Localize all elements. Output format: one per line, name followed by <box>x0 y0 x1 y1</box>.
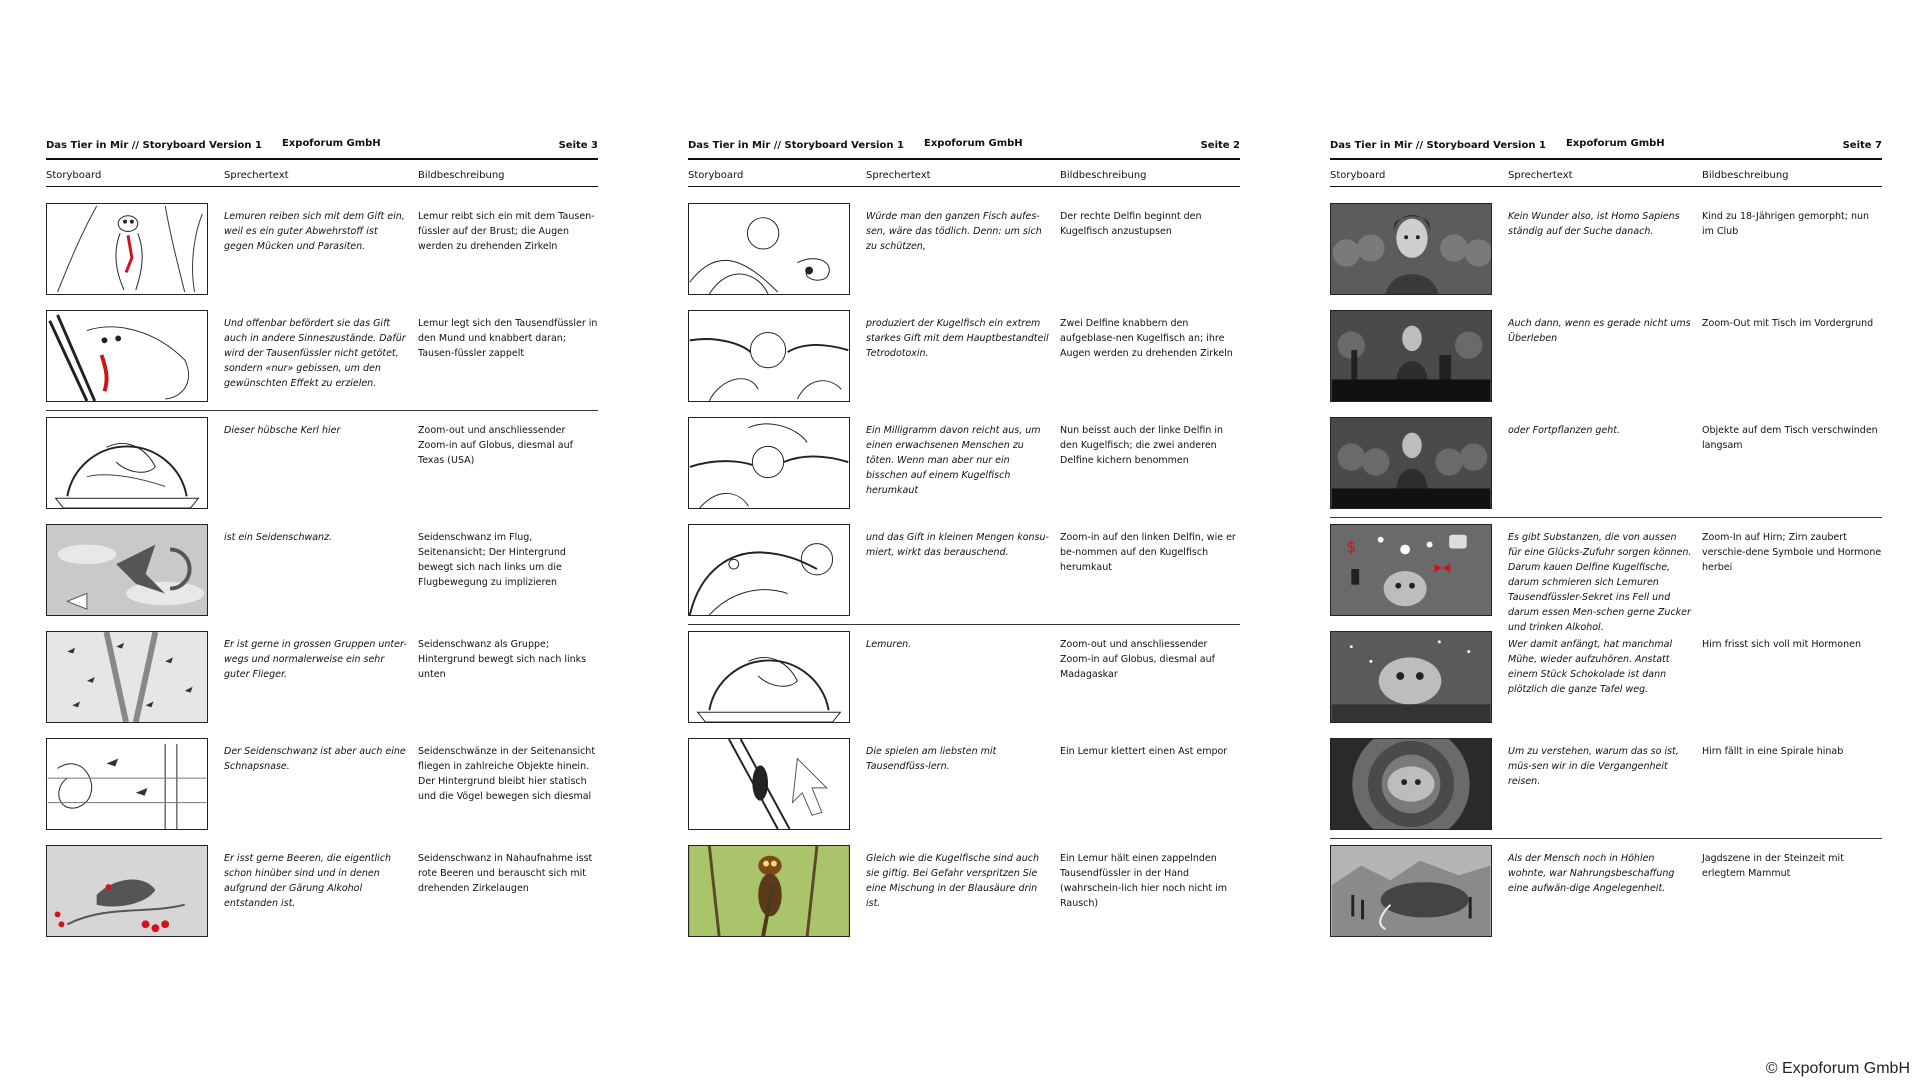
storyboard-frame-brain-eating <box>1330 631 1492 723</box>
storyboard-frame-dolphins-dazed <box>688 417 850 509</box>
column-headers <box>1330 160 1882 187</box>
image-description: Jagdszene in der Steinzeit mit erlegtem Mammut <box>1702 853 1844 879</box>
storyboard-frame-club-portrait <box>1330 203 1492 295</box>
storyboard-row <box>1330 631 1882 723</box>
storyboard-row <box>46 631 598 723</box>
image-description: Zoom-out und anschliessender Zoom-in auf Globus, diesmal auf Texas (USA) <box>418 425 573 466</box>
col-head-speech: Sprechertext <box>1508 170 1573 181</box>
page-number: Seite 3 <box>558 139 598 151</box>
col-head-speech: Sprechertext <box>224 170 289 181</box>
speech-text: Wer damit anfängt, hat manchmal Mühe, wieder aufzuhören. Anstatt einem Stück Schokolade ist dann plötzlich die ganze Tafel weg. <box>1508 639 1673 695</box>
speech-text: und das Gift in kleinen Mengen konsu-miert, wirkt das berauschend. <box>866 532 1049 558</box>
storyboard-row <box>46 845 598 937</box>
storyboard-row <box>688 738 1240 830</box>
speech-text: oder Fortpflanzen geht. <box>1508 425 1621 436</box>
image-description: Nun beisst auch der linke Delfin in den Kugelfisch; die zwei anderen Delfine kichern benommen <box>1060 425 1224 466</box>
speech-text: Lemuren reiben sich mit dem Gift ein, weil es ein guter Abwehrstoff ist gegen Mücken und Parasiten. <box>224 211 405 252</box>
storyboard-frame-waxwing-flock <box>46 631 208 723</box>
image-description: Der rechte Delfin beginnt den Kugelfisch anzustupsen <box>1060 211 1202 237</box>
storyboard-frame-waxwing-crash <box>46 738 208 830</box>
image-description: Hirn fällt in eine Spirale hinab <box>1702 746 1844 757</box>
image-description: Zoom-out und anschliessender Zoom-in auf Globus, diesmal auf Madagaskar <box>1060 639 1215 680</box>
image-description: Seidenschwanz als Gruppe; Hintergrund bewegt sich nach links unten <box>418 639 587 680</box>
storyboard-row <box>1330 738 1882 830</box>
image-description: Zoom-In auf Hirn; Zirn zaubert verschie-dene Symbole und Hormone herbei <box>1702 532 1882 573</box>
col-head-storyboard: Storyboard <box>688 170 744 181</box>
storyboard-row <box>688 845 1240 937</box>
speech-text: Kein Wunder also, ist Homo Sapiens ständig auf der Suche danach. <box>1508 211 1680 237</box>
company-name: Expoforum GmbH <box>1566 138 1665 149</box>
column-headers <box>46 160 598 187</box>
image-description: Lemur reibt sich ein mit dem Tausen-füssler auf der Brust; die Augen werden zu drehenden Zirkeln <box>418 211 595 252</box>
storyboard-rows <box>688 203 1240 937</box>
storyboard-row <box>688 524 1240 616</box>
storyboard-rows <box>46 203 598 937</box>
col-head-description: Bildbeschreibung <box>1060 170 1147 181</box>
column-headers <box>688 160 1240 187</box>
speech-text: Ein Milligramm davon reicht aus, um einen erwachsenen Menschen zu töten. Wenn man aber nur ein bisschen auf einem Kugelfisch herumkaut <box>866 425 1041 496</box>
col-head-storyboard: Storyboard <box>1330 170 1386 181</box>
storyboard-page-2 <box>688 138 1240 952</box>
storyboard-frame-lemur-rubbing <box>46 203 208 295</box>
page-header <box>1330 138 1882 160</box>
speech-text: Gleich wie die Kugelfische sind auch sie giftig. Bei Gefahr verspritzen Sie eine Mischung in der Blausäure drin ist. <box>866 853 1040 909</box>
col-head-speech: Sprechertext <box>866 170 931 181</box>
storyboard-frame-lemur-climbing <box>688 738 850 830</box>
page-number: Seite 7 <box>1842 139 1882 151</box>
image-description: Seidenschwanz in Nahaufnahme isst rote Beeren und berauscht sich mit drehenden Zirkelaugen <box>418 853 593 894</box>
image-description: Seidenschwänze in der Seitenansicht fliegen in zahlreiche Objekte hinein. Der Hintergrund bleibt hier statisch und die Vögel bewegen sich diesmal <box>418 746 596 802</box>
page-header <box>46 138 598 160</box>
storyboard-row <box>1330 417 1882 509</box>
image-description: Zoom-in auf den linken Delfin, wie er be-nommen auf den Kugelfisch herumkaut <box>1060 532 1236 573</box>
svg-text:$: $ <box>1346 537 1357 557</box>
storyboard-row <box>1330 203 1882 295</box>
image-description: Hirn frisst sich voll mit Hormonen <box>1702 639 1861 650</box>
storyboard-row <box>688 310 1240 402</box>
speech-text: Dieser hübsche Kerl hier <box>224 425 341 436</box>
storyboard-row <box>1330 310 1882 402</box>
col-head-description: Bildbeschreibung <box>1702 170 1789 181</box>
storyboard-frame-waxwing-flight <box>46 524 208 616</box>
speech-text: Auch dann, wenn es gerade nicht ums Überleben <box>1508 318 1691 344</box>
storyboard-frame-dolphins-nibble <box>688 310 850 402</box>
speech-text: Und offenbar befördert sie das Gift auch in andere Sinneszustände. Dafür wird der Tausenfüssler nicht getötet, sondern «nur» gebissen, um den gewünschten Effekt zu erzielen. <box>224 318 406 389</box>
image-description: Ein Lemur klettert einen Ast empor <box>1060 746 1228 757</box>
storyboard-page-1 <box>46 138 598 952</box>
storyboard-row <box>1330 845 1882 937</box>
storyboard-frame-globe <box>46 417 208 509</box>
storyboard-frame-brain-spiral <box>1330 738 1492 830</box>
storyboard-rows <box>1330 203 1882 937</box>
storyboard-frame-stone-age-hunt <box>1330 845 1492 937</box>
page-header <box>688 138 1240 160</box>
page-title: Das Tier in Mir // Storyboard Version 1 <box>46 139 262 151</box>
storyboard-frame-dolphin-nudge <box>688 203 850 295</box>
storyboard-frame-lemur-biting <box>46 310 208 402</box>
storyboard-row <box>46 310 598 402</box>
storyboard-row <box>688 417 1240 509</box>
speech-text: ist ein Seidenschwanz. <box>224 532 333 543</box>
storyboard-row <box>46 738 598 830</box>
storyboard-frame-brain-symbols <box>1330 524 1492 616</box>
speech-text: Um zu verstehen, warum das so ist, müs-sen wir in die Vergangenheit reisen. <box>1508 746 1679 787</box>
speech-text: Er isst gerne Beeren, die eigentlich schon hinüber sind und in denen aufgrund der Gärung Alkohol entstanden ist. <box>224 853 392 909</box>
page-number: Seite 2 <box>1200 139 1240 151</box>
image-description: Zwei Delfine knabbern den aufgeblase-nen Kugelfisch an; ihre Augen werden zu drehenden Zirkeln <box>1060 318 1233 359</box>
storyboard-row <box>688 203 1240 295</box>
speech-text: Es gibt Substanzen, die von aussen für eine Glücks-Zufuhr sorgen können. Darum kauen Delfine Kugelfische, darum schmieren sich Lemuren Tausendfüssler-Sekret ins Fell und darum essen Men-schen gerne Zucker und trinken Alkohol. <box>1508 532 1692 633</box>
speech-text: Die spielen am liebsten mit Tausendfüss-lern. <box>866 746 997 772</box>
image-description: Lemur legt sich den Tausendfüssler in den Mund und knabbert daran; Tausen-füssler zappelt <box>418 318 598 359</box>
image-description: Ein Lemur hält einen zappelnden Tausendfüssler in der Hand (wahrschein-lich hier noch nicht im Rausch) <box>1060 853 1227 909</box>
company-name: Expoforum GmbH <box>282 138 381 149</box>
storyboard-frame-globe-madagascar <box>688 631 850 723</box>
image-description: Kind zu 18-Jährigen gemorpht; nun im Club <box>1702 211 1870 237</box>
storyboard-frame-club-table <box>1330 310 1492 402</box>
speech-text: Als der Mensch noch in Höhlen wohnte, war Nahrungsbeschaffung eine aufwän-dige Angelegenheit. <box>1508 853 1675 894</box>
storyboard-row <box>46 203 598 295</box>
col-head-description: Bildbeschreibung <box>418 170 505 181</box>
storyboard-frame-dolphin-zoom <box>688 524 850 616</box>
speech-text: Lemuren. <box>866 639 912 650</box>
speech-text: Der Seidenschwanz ist aber auch eine Schnapsnase. <box>224 746 406 772</box>
storyboard-page-3 <box>1330 138 1882 952</box>
page-title: Das Tier in Mir // Storyboard Version 1 <box>688 139 904 151</box>
col-head-storyboard: Storyboard <box>46 170 102 181</box>
storyboard-frame-club-empty-table <box>1330 417 1492 509</box>
copyright-notice: © Expoforum GmbH <box>1765 1060 1910 1077</box>
storyboard-frame-lemur-color <box>688 845 850 937</box>
image-description: Zoom-Out mit Tisch im Vordergrund <box>1702 318 1874 329</box>
page-title: Das Tier in Mir // Storyboard Version 1 <box>1330 139 1546 151</box>
storyboard-row <box>1330 524 1882 633</box>
speech-text: produziert der Kugelfisch ein extrem starkes Gift mit dem Hauptbestandteil Tetrodotoxin. <box>866 318 1049 359</box>
company-name: Expoforum GmbH <box>924 138 1023 149</box>
image-description: Objekte auf dem Tisch verschwinden langsam <box>1702 425 1878 451</box>
speech-text: Er ist gerne in grossen Gruppen unter-wegs und normalerweise ein sehr guter Flieger. <box>224 639 407 680</box>
image-description: Seidenschwanz im Flug, Seitenansicht; Der Hintergrund bewegt sich nach links um die Flugbewegung zu implizieren <box>418 532 566 588</box>
storyboard-row <box>46 524 598 616</box>
storyboard-row <box>688 631 1240 723</box>
speech-text: Würde man den ganzen Fisch aufes-sen, wäre das tödlich. Denn: um sich zu schützen, <box>866 211 1042 252</box>
storyboard-row <box>46 417 598 509</box>
storyboard-frame-waxwing-berries <box>46 845 208 937</box>
